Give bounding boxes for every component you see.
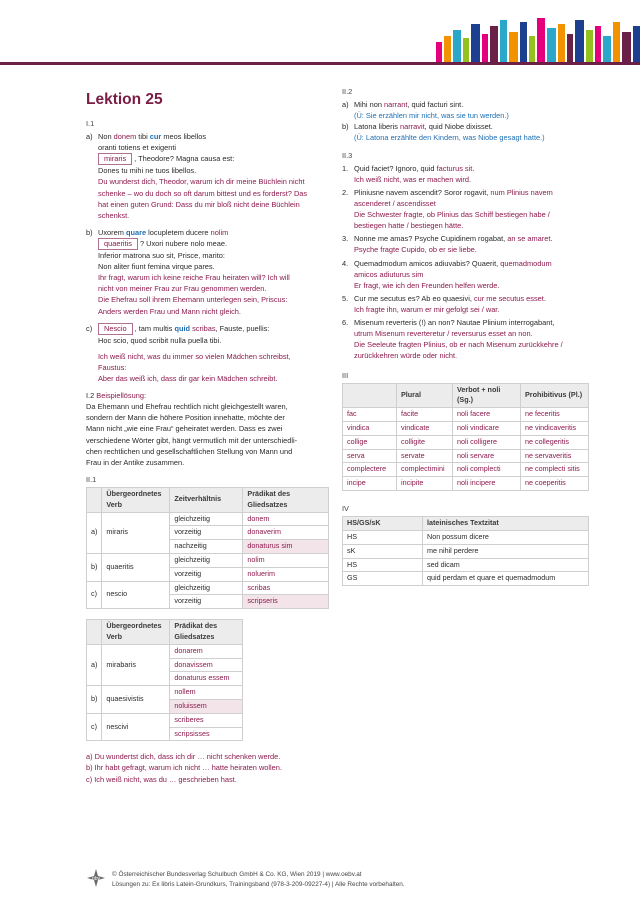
ii3-item: 3. Nonne me amas? Psyche Cupidinem rogabat, an se amaret. Psyche fragte Cupido, ob er sie liebe. bbox=[342, 234, 553, 255]
answer-box: quaeritis bbox=[98, 238, 138, 250]
exercise-c: c) Nescio , tam multis quid scribas, Fauste, puellis: Hoc scio, quod scribit nulla puella tibi. Ich weiß nicht, was du immer so vielen Mädchen schreibst, Faustus: Aber das weiß ich, dass dir gar kein Mädchen schreibt. bbox=[86, 323, 336, 384]
table-row: scripsisses bbox=[87, 727, 243, 741]
translation-c: Ich weiß nicht, was du immer so vielen Mädchen schreibst, Faustus: Aber das weiß ich, dass dir gar kein Mädchen schreibt. bbox=[98, 351, 291, 383]
table-row: vorzeitig donaverim bbox=[87, 526, 329, 540]
section-iv-label: IV bbox=[342, 504, 349, 513]
table-tense-relations: Übergeordnetes Verb Zeitverhältnis Prädikat des Gliedsatzes a) miraris gleichzeitig donem vorzeitig donaverim nachzeitig donaturus sim b) quaeritis gleichzeitig nolim vorzeitig noluerim c) nescio gleichzeitig scribas vorzeitig scripseris bbox=[86, 487, 329, 609]
table-row: a) miraris gleichzeitig donem bbox=[87, 512, 329, 526]
table-row: donavissem bbox=[87, 658, 243, 672]
table-row: serva servate noli servare ne servaveritis bbox=[343, 449, 589, 463]
ii3-item: 2. Pliniusne navem ascendit? Soror rogavit, num Plinius navem ascenderet / ascendisset Die Schwester fragte, ob Plinius das Schiff bestiegen habe / bestiegen hatte / bestiegen hätte. bbox=[342, 187, 553, 231]
translation-a: Du wunderst dich, Theodor, warum ich dir meine Büchlein nicht schenke – wo du doch so oft darum bittest und es forderst? Das hat einen guten Grund: Dass du mir bloß nicht deine Büchlein schenkst. bbox=[98, 177, 308, 220]
table-row: nachzeitig donaturus sim bbox=[87, 540, 329, 554]
table-row: incipe incipite noli incipere ne coeperitis bbox=[343, 477, 589, 491]
svg-text:öbv: öbv bbox=[91, 876, 101, 882]
section-ii1-label: II.1 bbox=[86, 474, 97, 484]
header-rule bbox=[0, 62, 640, 65]
sample-solution-text: Da Ehemann und Ehefrau rechtlich nicht gleichgestellt waren, sondern der Mann die höhere Position innehatte, möchte der Mann nicht „wie eine Frau“ geheiratet werden. Dass es zwei verschiedene Wörter gibt, hängt vermutlich mit der unterschiedli- chen rechtlichen und gesellschaftlichen Stellung von Mann und Frau in der Antike zusammen. bbox=[86, 402, 298, 467]
table-row: vorzeitig noluerim bbox=[87, 567, 329, 581]
table-row: collige colligite noli colligere ne collegeritis bbox=[343, 435, 589, 449]
ii3-item: 6. Misenum reverteris (!) an non? Nautae Plinium interrogabant, utrum Misenum reverteretur / reversurus esset an non. Die Seeleute fragten Plinius, ob er nach Misenum zurückkehre / zurückkehren würde oder nicht. bbox=[342, 318, 563, 361]
footer-source: Lösungen zu: Ex libris Latein-Grundkurs, Trainingsband (978-3-209-09227-4) | Alle Rechte vorbehalten. bbox=[112, 880, 405, 888]
table-past-forms: Übergeordnetes Verb Prädikat des Gliedsatzes a) mirabaris donarem donavissem donaturus essem b) quaesivistis nollem noluissem c) nescivi scriberes scripsisses bbox=[86, 619, 243, 741]
footer-copyright: © Österreichischer Bundesverlag Schulbuch GmbH & Co. KG, Wien 2019 | www.oebv.at bbox=[112, 871, 362, 878]
answer-box: miraris bbox=[98, 153, 132, 165]
exercise-a: a) Non donem tibi cur meos libellos oranti totiens et exigenti miraris , Theodore? Magna causa est: Dones tu mihi ne tuos libellos. Du wunderst dich, Theodor, warum ich dir meine Büchlein nicht schenke – wo du doch so oft darum bittest und es forderst? Das hat einen guten Grund: Dass du mir bloß nicht deine Büchlein schenkst. bbox=[86, 131, 336, 221]
right-column: II.2 a) Mihi non narrant, quid facturi sint. (Ü: Sie erzählen mir nicht, was sie tun werden.) b) Latona liberis narravit, quid Niobe dixisset. (Ü: Latona erzählte den Kindern, was Niobe gesagt hatte.) II.3 1. Quid faciet? Ignoro, quid facturus sit. Ich weiß nicht, was er machen wird. 2. Pliniusne navem ascendit? Soror rogavit, num Plinius navem ascenderet / ascendisset Die Schwester fragte, ob Plinius das Schiff bestiegen habe / bestiegen hatte / bestiegen hätte. 3. Nonne me amas? Psyche Cupidinem rogabat, an se amaret. Psyche fragte Cupido, ob er sie liebe. 4. Quemadmodum amicos adiuvabis? Quaerit, quemadmodum amicos adiuturus sim Er fragt, wie ich den Freunden helfen werde. 5. Cur me secutus es? Ab eo quaesivi, cur me secutus esset. Ich fragte ihn, warum er mir gefolgt sei / war. 6. Misenum reverteris (!) an non? Nautae Plinium interrogabant, utrum Misenum reverteretur / reversurus esset an non. Die Seeleute fragten Plinius, ob er nach Misenum zurückkehre / zurückkehren würde oder nicht. III Plural Verbot + noli (Sg.) Prohibitivus (Pl.) fac facite noli facere ne feceritis vindica vindicate noli vindicare ne vindicaveritis collige colligite noli colligere ne collegeritis serva servate noli servare ne servaveritis complectere complectimini noli complecti ne complecti sitis incipe incipite noli incipere ne coeperitis IV HS/GS/sK lateinisches Textzitat HS Non possum dicere sK me nihil perdere HS sed dicam GS quid perdam et quare et quemadmodum bbox=[342, 86, 592, 586]
table-row: HS sed dicam bbox=[343, 558, 589, 572]
table-imperatives: Plural Verbot + noli (Sg.) Prohibitivus (Pl.) fac facite noli facere ne feceritis vindica vindicate noli vindicare ne vindicaveritis collige colligite noli colligere ne collegeritis serva servate noli servare ne servaveritis complectere complectimini noli complecti ne complecti sitis incipe incipite noli incipere ne coeperitis bbox=[342, 383, 589, 491]
exercise-b: b) Uxorem quare locupletem ducere nolim quaeritis ? Uxori nubere nolo meae. Inferior matrona suo sit, Prisce, marito: Non aliter fiunt femina virque pares. Ihr fragt, warum ich keine reiche Frau heiraten will? Ich will nicht von meiner Frau zur Frau genommen werden. Die Ehefrau soll ihrem Ehemann unterlegen sein, Priscus: Anders werden Frau und Mann nicht gleich. bbox=[86, 227, 336, 317]
table-row: a) mirabaris donarem bbox=[87, 644, 243, 658]
footer bbox=[112, 870, 405, 889]
ii3-item: 5. Cur me secutus es? Ab eo quaesivi, cur me secutus esset. Ich fragte ihn, warum er mir gefolgt sei / war. bbox=[342, 293, 546, 314]
table-row: c) nescio gleichzeitig scribas bbox=[87, 581, 329, 595]
left-column bbox=[86, 118, 336, 785]
table-row: sK me nihil perdere bbox=[343, 544, 589, 558]
section-ii2-label: II.2 bbox=[342, 87, 353, 96]
publisher-logo bbox=[86, 868, 106, 888]
oebv-logo-icon bbox=[86, 868, 106, 888]
books-illustration bbox=[434, 16, 640, 62]
ii3-item: 4. Quemadmodum amicos adiuvabis? Quaerit, quemadmodum amicos adiuturus sim Er fragt, wie ich den Freunden helfen werde. bbox=[342, 258, 552, 290]
table-row: c) nescivi scriberes bbox=[87, 713, 243, 727]
section-i2: I.2 Beispiellösung: Da Ehemann und Ehefrau rechtlich nicht gleichgestellt waren, sondern der Mann die höhere Position innehatte, möchte der Mann nicht „wie eine Frau“ geheiratet werden. Dass es zwei verschiedene Wörter gibt, hängt vermutlich mit der unterschiedli- chen rechtlichen und gesellschaftlichen Stellung von Mann und Frau in der Antike zusammen. bbox=[86, 390, 336, 468]
table-row: HS Non possum dicere bbox=[343, 530, 589, 544]
table-row: complectere complectimini noli complecti ne complecti sitis bbox=[343, 463, 589, 477]
table-row: donaturus essem bbox=[87, 672, 243, 686]
table-row: b) quaesivistis nollem bbox=[87, 686, 243, 700]
section-ii3-label: II.3 bbox=[342, 150, 353, 160]
table-row: vindica vindicate noli vindicare ne vindicaveritis bbox=[343, 422, 589, 436]
table-row: b) quaeritis gleichzeitig nolim bbox=[87, 553, 329, 567]
table-row: fac facite noli facere ne feceritis bbox=[343, 408, 589, 422]
page-title: Lektion 25 bbox=[86, 91, 163, 108]
table-row: vorzeitig scripseris bbox=[87, 595, 329, 609]
translation-b: Ihr fragt, warum ich keine reiche Frau heiraten will? Ich will nicht von meiner Frau zur Frau genommen werden. Die Ehefrau soll ihrem Ehemann unterlegen sein, Priscus: Anders werden Frau und Mann nicht gleich. bbox=[98, 273, 290, 316]
translations-ii1: a) Du wundertst dich, dass ich dir … nicht schenken werde. b) Ihr habt gefragt, warum ich nicht … hatte heiraten wollen. c) Ich weiß nicht, was du … geschrieben hast. bbox=[86, 752, 282, 784]
answer-box: Nescio bbox=[98, 323, 133, 335]
ii3-item: 1. Quid faciet? Ignoro, quid facturus sit. Ich weiß nicht, was er machen wird. bbox=[342, 163, 475, 184]
table-text-quotes: HS/GS/sK lateinisches Textzitat HS Non possum dicere sK me nihil perdere HS sed dicam GS quid perdam et quare et quemadmodum bbox=[342, 516, 589, 586]
table-row: noluissem bbox=[87, 699, 243, 713]
section-i1-label: I.1 bbox=[86, 119, 95, 128]
section-iii-label: III bbox=[342, 370, 349, 380]
table-row: GS quid perdam et quare et quemadmodum bbox=[343, 572, 589, 586]
